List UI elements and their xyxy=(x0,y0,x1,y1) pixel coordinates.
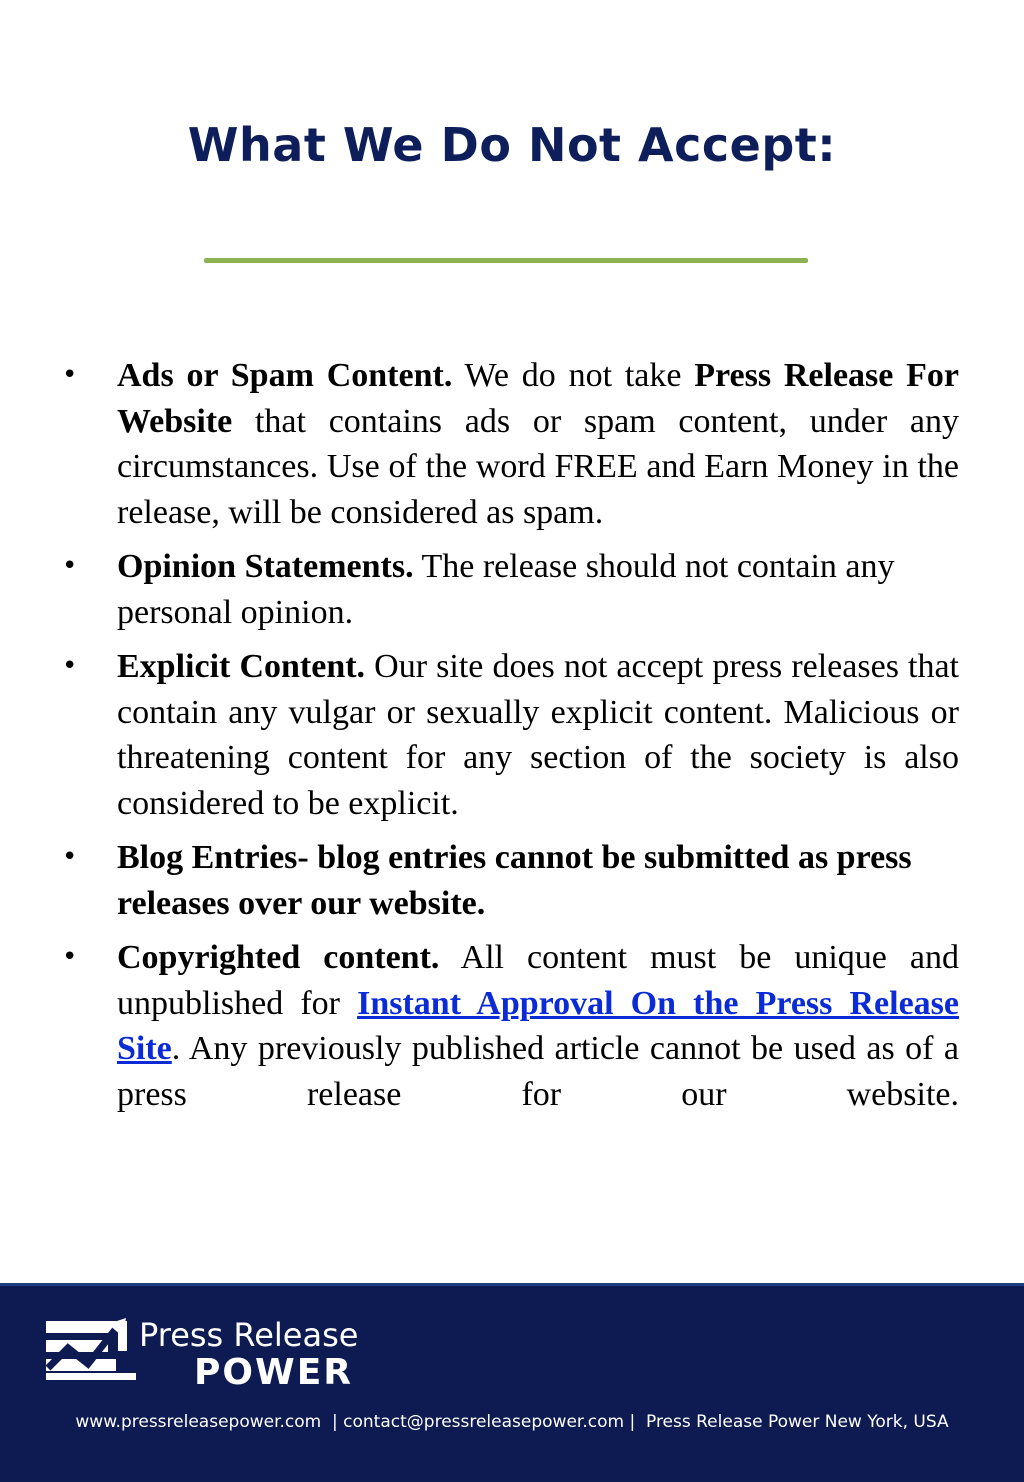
bullet-heading: Copyrighted content. xyxy=(117,939,440,976)
title-underline xyxy=(204,258,808,263)
page-title: What We Do Not Accept: xyxy=(187,118,837,172)
bullet-ads-spam xyxy=(0,353,959,535)
bullet-marker: • xyxy=(62,842,78,872)
instant-approval-link[interactable]: Instant Approval On the Press Release Site xyxy=(117,984,959,1067)
bullet-heading: Explicit Content. xyxy=(117,648,366,685)
bullet-explicit xyxy=(0,644,959,826)
bullet-heading: Ads or Spam Content. xyxy=(117,357,453,394)
bullet-marker: • xyxy=(62,651,78,681)
bullet-list xyxy=(0,353,1024,1126)
logo-wordmark-top: Press Release xyxy=(139,1316,359,1354)
bullet-text: The release should not contain any personal opinion. xyxy=(117,548,895,631)
bullet-copyright xyxy=(0,935,959,1117)
bullet-heading: Blog Entries- blog entries cannot be submitted as press releases over our website. xyxy=(117,839,912,922)
bullet-marker: • xyxy=(62,360,78,390)
logo-wordmark-bottom: POWER xyxy=(194,1352,354,1393)
bullet-marker: • xyxy=(62,551,78,581)
bullet-text: All content must be unique and unpublished for xyxy=(117,939,959,1022)
bullet-opinion xyxy=(0,544,959,635)
bullet-heading: Opinion Statements. xyxy=(117,548,414,585)
footer xyxy=(0,1283,1024,1482)
bullet-text: Our site does not accept press releases that contain any vulgar or sexually explicit content. Malicious or threatening content for any section of the society is also considered to be explicit. xyxy=(117,648,960,822)
bullet-text: We do not take xyxy=(452,357,695,394)
footer-contact-line: www.pressreleasepower.com | contact@pressreleasepower.com | Press Release Power New York, USA xyxy=(75,1412,949,1432)
press-release-power-logo xyxy=(44,1314,444,1404)
bullet-text: . Any previously published article cannot be used as of a press release for our website. xyxy=(117,1030,959,1113)
bullet-emphasis: Press Release For Website xyxy=(117,357,960,440)
chart-arrow-icon xyxy=(44,1318,139,1384)
bullet-marker: • xyxy=(62,942,78,972)
bullet-blog xyxy=(0,835,959,926)
bullet-text: that contains ads or spam content, under any circumstances. Use of the word FREE and Earn Money in the release, will be considered as spam. xyxy=(117,402,959,531)
